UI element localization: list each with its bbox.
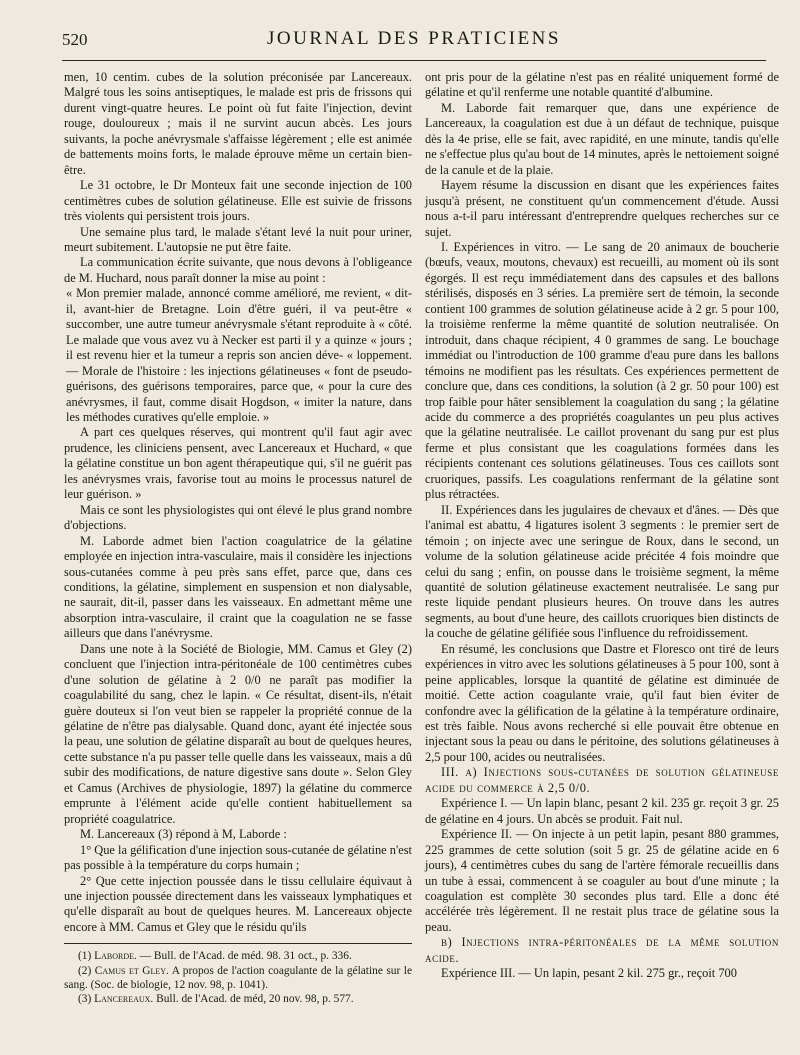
experiment-paragraph: Expérience III. — Un lapin, pesant 2 kil. 275 gr., reçoit 700	[441, 966, 737, 981]
footnote	[64, 992, 412, 1006]
paragraph: Mais ce sont les physiologistes qui ont élevé le plus grand nombre d'objections.	[64, 502, 412, 533]
footnotes	[64, 943, 412, 1006]
footnote-text: — Bull. de l'Acad. de méd. 98. 31 oct., p. 336.	[139, 950, 352, 963]
footnote-label: (1) Laborde.	[78, 950, 137, 963]
paragraph: A part ces quelques réserves, qui montrent qu'il faut agir avec prudence, les cliniciens pensent, avec Lancereaux et Huchard, « que la gélatine constitue un bon agent thérapeutique qui, s'il ne guérit pas les anévrysmes vrais, favorise tout au moins le processus naturel de leur guérison. »	[64, 425, 412, 502]
footnote-text: A propos de l'action coagulante de la gélatine sur le sang. (Soc. de biologie, 12 nov. 98, p. 1041).	[64, 964, 413, 991]
section-heading: b) Injections intra-péritonéales de la même solution acide.	[425, 935, 779, 965]
right-column	[425, 70, 779, 982]
paragraph: La communication écrite suivante, que nous devons à l'obligeance de M. Huchard, nous paraît donner la mise au point :	[64, 255, 412, 285]
section-heading: III. a) Injections sous-cutanées de solution gélatineuse acide du commerce à 2,5 0/0.	[425, 765, 779, 795]
experiment-paragraph: Expérience II. — On injecte à un petit lapin, pesant 880 grammes, 225 grammes de cette solution (soit 5 gr. 25 de gélatine acide en 6 jours), 4 centimètres cubes du sang de l'artère fémorale recueillis dans un tube à essai, commencent à se coaguler au bout d'une minute ; la coagulation est complète 30 secondes plus tard. Elle a donc été accélérée très légèrement. Il ne restait plus trace de gélatine sous la peau.	[425, 827, 779, 934]
paragraph: M. Laborde fait remarquer que, dans une expérience de Lancereaux, la coagulation est due à un défaut de technique, puisque dès la 4e prise, elle se fait, avec rapidité, en une minute, tandis qu'elle ne s'effectue plus qu'au bout de 14 minutes, après le nettoiement soigné de la canule et de la plaie.	[425, 100, 779, 177]
paragraph: En résumé, les conclusions que Dastre et Floresco ont tiré de leurs expériences in vitro avec les solutions gélatineuses à 5 pour 100, sont à peine applicables, lorsque la quantité de gélatine est diminuée de moitié. Cette action coagulante vraie, qu'il faut bien éviter de confondre avec la gélification de la gélatine à la température ordinaire, est très faible. Nous avons recherché si elle pouvait être obtenue en injectant sous la peau ou dans le péritoine, des solutions gélatineuses à 2,5 pour 100, acides ou neutralisées.	[425, 641, 779, 764]
footnote-label: (3) Lancereaux.	[78, 993, 154, 1006]
quote-paragraph: « Mon premier malade, annoncé comme amélioré, me revient, « dit-il, avant-hier de Bretagne. Loin d'être guéri, il va peut-être « succomber, une autre tumeur anévrysmale s'étant reproduite à « côté. Le malade que vous avez vu à Necker est parti il y a quinze « jours ; il est revenu hier et la tumeur a repris son ancien déve- « loppement. — Morale de l'histoire : les injections gélatineuses « font de pseudo-guérisons, des guérisons temporaires, parce que, « pour la cure des anévrysmes, il faut, comme disait Hogdson, « imiter la nature, dans les méthodes curatives qu'elle emploie. »	[66, 286, 412, 424]
section-paragraph: I. Expériences in vitro. — Le sang de 20 animaux de boucherie (bœufs, veaux, moutons, chevaux) est recueilli, au moment où ils sont égorgés. Il est reçu immédiatement dans des capsules et des ballons stérilisés, disposés en 3 séries. La première sert de témoin, la seconde contient 100 grammes de solution gélatineuse acide à 2 gr. 5 pour 100, la troisième renferme la même quantité de solution neutralisée. On introduit, dans chaque récipient, 4 0 grammes de sang. Le bouchage immédiat ou l'introduction de 100 gramme d'eau pure dans les ballons témoins ne modifient pas les résultats. Ces expériences permettent de conclure que, dans ces conditions, la solution (à 2 gr. 50 pour 100) est trop faible pour hâter sensiblement la coagulation du sang ; la gélatine acide du commerce a des propriétés coagulantes un peu plus actives que la gélatine neutralisée. Le caillot provenant du sang pur est plus ferme et plus consistant que les coagulations formées dans les récipients contenant ces solutions gélatineuses. Tous ces caillots sont cruoriques, passifs. Les coagulations renfermant de la gélatine sont plus rétractées.	[425, 239, 779, 502]
paragraph: Dans une note à la Société de Biologie, MM. Camus et Gley (2) concluent que l'injection intra-péritonéale de 100 centimètres cubes d'une solution de gélatine à 2 0/0 ne paraît pas modifier la coagulabilité du sang, chez le lapin. « Ce résultat, disent-ils, n'était guère douteux si l'on veut bien se rappeler la propriété connue de la gélatine de n'être pas dialysable. Quand donc, ayant été injectée sous la peau, une solution de gélatine disparaît au bout de quelques heures, cette substance n'a pu passer telle quelle dans les vaisseaux, mais a dû subir des modifications, de nature digestive sans doute ». Selon Gley et Camus (Archives de physiologie, 1897) la gélatine du commerce emprunte à l'élément acide qu'elle contient habituellement sa propriété coagulatrice.	[64, 641, 412, 826]
paragraph: Hayem résume la discussion en disant que les expériences faites jusqu'à présent, ne constituent qu'un commencement d'étude. Aussi nous a-t-il paru intéressant d'entreprendre quelques recherches sur ce sujet.	[425, 178, 779, 239]
paragraph: M. Laborde admet bien l'action coagulatrice de la gélatine employée en injection intra-vasculaire, mais il considère les injections sous-cutanées comme à peu près sans effet, parce que, dans ces conditions, la gélatine, simplement en suspension et non dialysable, ne saurait, dit-il, passer dans les vaisseaux. En admettant même une absorption intra-vasculaire, il craint que la coagulation ne se fasse ailleurs que dans l'anévrysme.	[64, 533, 412, 641]
paragraph: ont pris pour de la gélatine n'est pas en réalité uniquement formé de gélatine et qu'il renferme une notable quantité d'albumine.	[425, 70, 779, 100]
journal-title: JOURNAL DES PRATICIENS	[267, 28, 561, 49]
paragraph: M. Lancereaux (3) répond à M, Laborde :	[80, 827, 287, 842]
footnote	[64, 949, 412, 963]
section-paragraph: II. Expériences dans les jugulaires de chevaux et d'ânes. — Dès que l'animal est abattu, 4 ligatures isolent 3 segments : le premier sert de témoin ; on injecte avec une seringue de Roux, dans le second, un volume de la solution gélatineuse acide précitée 4 fois moindre que celui du sang ; enfin, on pousse dans le troisième segment, la même quantité de solution gélatineuse exactement neutralisée. Le sang pur reste liquide pendant plusieurs heures. On trouve dans les autres segments, au bout d'une heure, des caillots cruoriques bien distincts de la couche de gélatine gélifiée sous l'influence du refroidissement.	[425, 502, 779, 641]
paragraph: 1° Que la gélification d'une injection sous-cutanée de gélatine n'est pas possible à la température du corps humain ;	[64, 842, 412, 873]
experiment-paragraph: Expérience I. — Un lapin blanc, pesant 2 kil. 235 gr. reçoit 3 gr. 25 de gélatine en 4 jours. Un abcès se produit. Fait nul.	[425, 796, 779, 826]
footnote-label: (2) Camus et Gley.	[78, 964, 169, 977]
paragraph: 2° Que cette injection poussée dans le tissu cellulaire équivaut à une injection poussée directement dans les vaisseaux lymphatiques et qu'elle disparaît au bout de quelques heures. M. Lancereaux objecte encore à MM. Camus et Gley que le résidu qu'ils	[64, 873, 412, 934]
paragraph: Une semaine plus tard, le malade s'étant levé la nuit pour uriner, meurt subitement. L'autopsie ne put être faite.	[64, 224, 412, 254]
footnote-text: Bull. de l'Acad. de méd, 20 nov. 98, p. 577.	[156, 993, 354, 1006]
page-header	[62, 24, 766, 61]
footnote	[64, 964, 412, 993]
left-column	[64, 70, 412, 1007]
page-number: 520	[62, 30, 88, 49]
paragraph: men, 10 centim. cubes de la solution préconisée par Lancereaux. Malgré tous les soins antiseptiques, le malade est pris de frissons qui durent vingt-quatre heures. Le point où fut faite l'injection, devint rouge, douloureux ; mais il ne survint aucun abcès. Les jours suivants, la poche anévrysmale s'affaisse légèrement ; elle est animée de battements moins forts, le malade éprouve même un certain bien-être.	[64, 70, 412, 177]
paragraph: Le 31 octobre, le Dr Monteux fait une seconde injection de 100 centimètres cubes de solution gélatineuse. Elle est suivie de frissons très violents qui persistent trois jours.	[64, 178, 412, 224]
